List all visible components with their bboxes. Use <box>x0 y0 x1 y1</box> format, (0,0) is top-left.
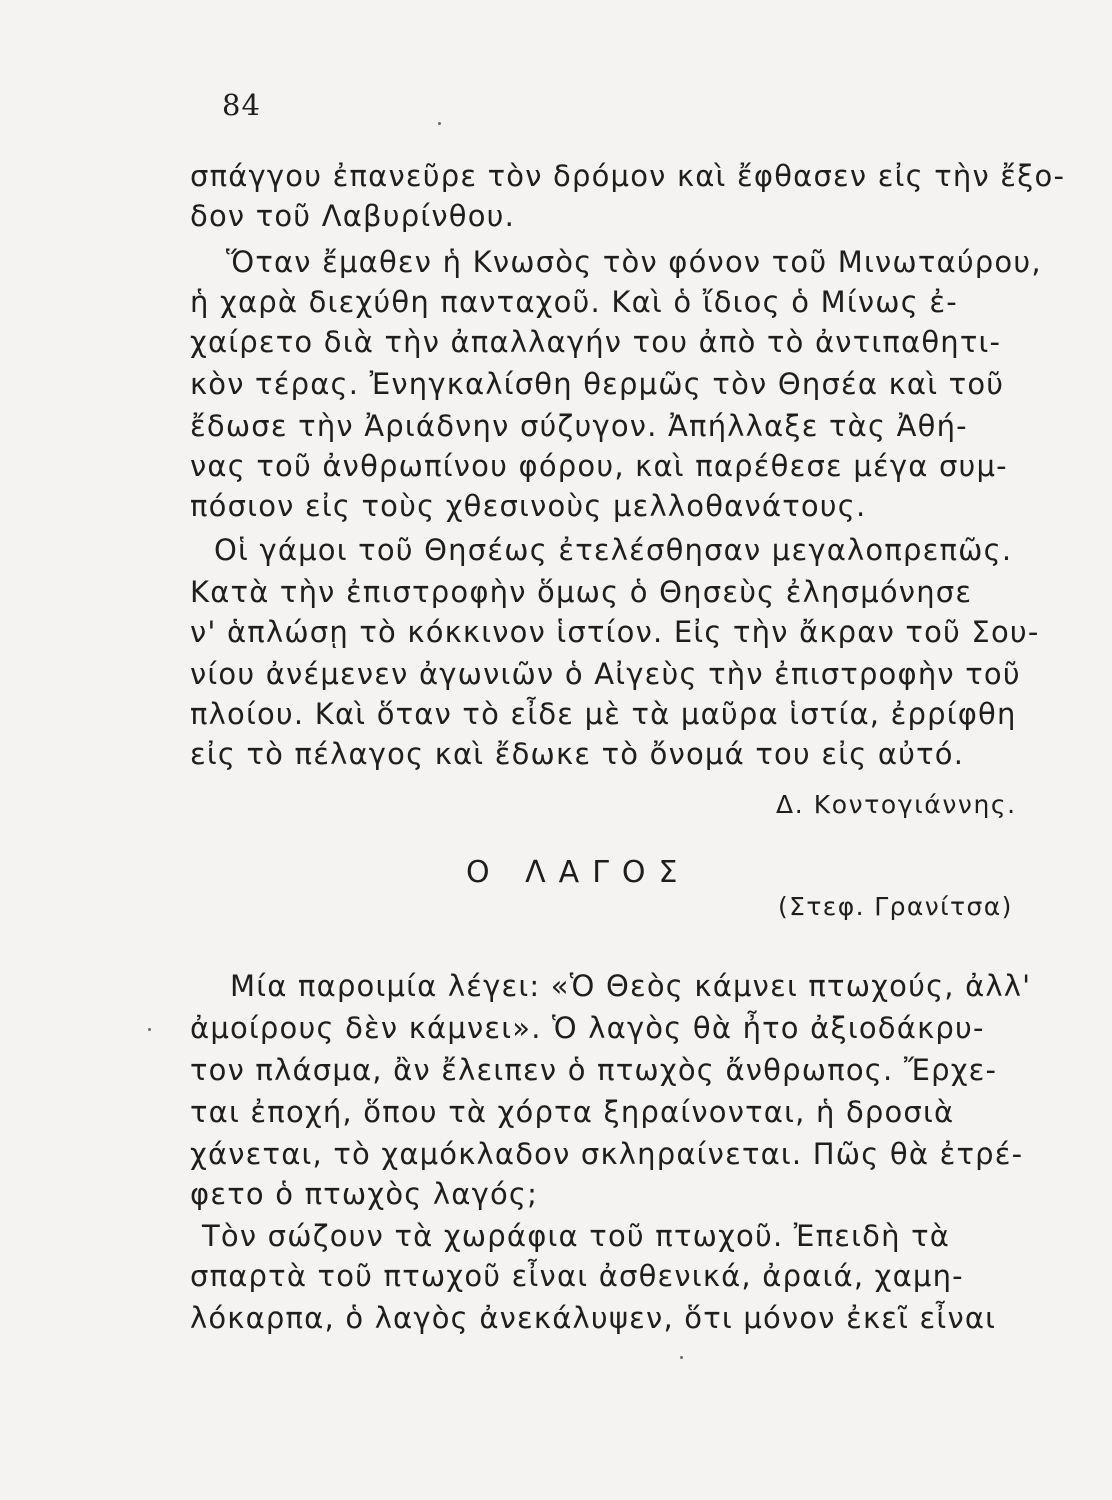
text-line: σπάγγου ἐπανεῦρε τὸν δρόμον καὶ ἔφθασεν εἰς τὴν ἔξο- <box>190 159 1066 193</box>
text-line: Μία παροιμία λέγει: «Ὁ Θεὸς κάμνει πτωχούς, ἀλλ' <box>230 969 1032 1003</box>
section-title: Ο ΛΑΓΟΣ <box>466 855 691 890</box>
section-source: (Στεφ. Γρανίτσα) <box>778 892 1013 921</box>
text-line: Οἱ γάμοι τοῦ Θησέως ἐτελέσθησαν μεγαλοπρεπῶς. <box>214 533 1013 567</box>
text-line: νας τοῦ ἀνθρωπίνου φόρου, καὶ παρέθεσε μέγα συμ- <box>190 449 1008 483</box>
text-line: δον τοῦ Λαβυρίνθου. <box>190 199 516 233</box>
text-line: ἔδωσε τὴν Ἀριάδνην σύζυγον. Ἀπήλλαξε τὰς Ἀθή- <box>190 409 968 443</box>
text-line: ἀμοίρους δὲν κάμνει». Ὁ λαγὸς θὰ ἦτο ἀξιοδάκρυ- <box>190 1011 985 1045</box>
text-line: σπαρτὰ τοῦ πτωχοῦ εἶναι ἀσθενικά, ἀραιά, χαμη- <box>190 1259 964 1293</box>
author-signature: Δ. Κοντογιάννης. <box>776 790 1017 819</box>
print-speck <box>680 1356 683 1359</box>
text-line: κὸν τέρας. Ἐνηγκαλίσθη θερμῶς τὸν Θησέα καὶ τοῦ <box>190 367 1005 401</box>
text-line: φετο ὁ πτωχὸς λαγός; <box>190 1177 539 1211</box>
text-line: πόσιον εἰς τοὺς χθεσινοὺς μελλοθανάτους. <box>190 489 867 523</box>
text-line: τον πλάσμα, ἂν ἔλειπεν ὁ πτωχὸς ἄνθρωπος. Ἔρχε- <box>190 1053 998 1087</box>
text-line: Κατὰ τὴν ἐπιστροφὴν ὅμως ὁ Θησεὺς ἐλησμόνησε <box>190 575 973 609</box>
text-line: ἡ χαρὰ διεχύθη πανταχοῦ. Καὶ ὁ ἴδιος ὁ Μίνως ἐ- <box>190 285 958 319</box>
print-speck <box>438 122 441 125</box>
text-line: χάνεται, τὸ χαμόκλαδον σκληραίνεται. Πῶς θὰ ἐτρέ- <box>190 1137 1024 1171</box>
page-number: 84 <box>222 88 261 122</box>
text-line: ν' ἁπλώσῃ τὸ κόκκινον ἱστίον. Εἰς τὴν ἄκραν τοῦ Σου- <box>190 615 1040 649</box>
text-line: ται ἐποχή, ὅπου τὰ χόρτα ξηραίνονται, ἡ δροσιὰ <box>190 1095 955 1129</box>
text-line: λόκαρπα, ὁ λαγὸς ἀνεκάλυψεν, ὅτι μόνον ἐκεῖ εἶναι <box>190 1301 997 1335</box>
text-line: Τὸν σώζουν τὰ χωράφια τοῦ πτωχοῦ. Ἐπειδὴ τὰ <box>202 1219 951 1253</box>
text-line: χαίρετο διὰ τὴν ἀπαλλαγήν του ἀπὸ τὸ ἀντιπαθητι- <box>190 325 1002 359</box>
text-line: εἰς τὸ πέλαγος καὶ ἔδωκε τὸ ὄνομά του εἰς αὐτό. <box>190 737 965 771</box>
text-line: νίου ἀνέμενεν ἀγωνιῶν ὁ Αἰγεὺς τὴν ἐπιστροφὴν τοῦ <box>190 657 1021 691</box>
text-line: πλοίου. Καὶ ὅταν τὸ εἶδε μὲ τὰ μαῦρα ἱστία, ἐρρίφθη <box>190 697 1017 731</box>
print-speck <box>148 1028 151 1031</box>
text-line: Ὅταν ἔμαθεν ἡ Κνωσὸς τὸν φόνον τοῦ Μινωταύρου, <box>226 245 1042 279</box>
